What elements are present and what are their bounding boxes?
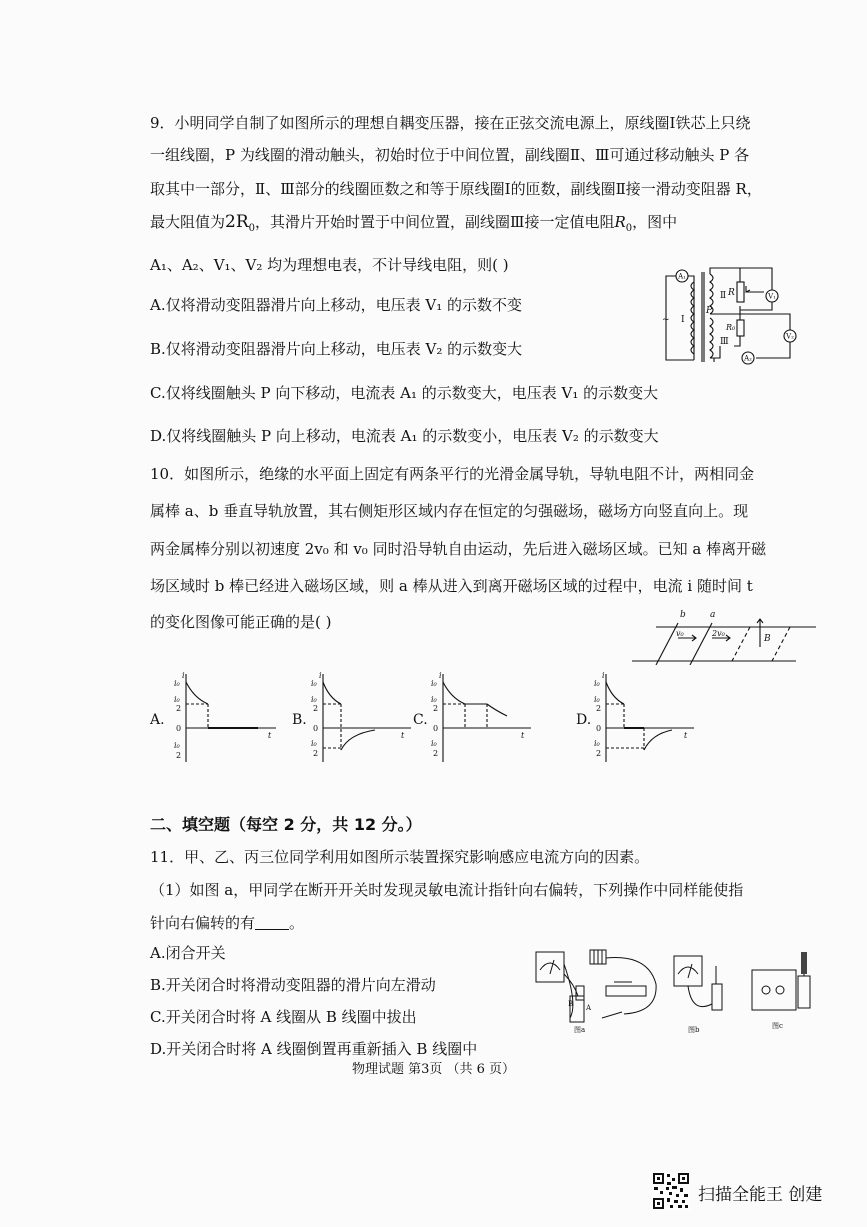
watermark-text: 扫描全能王 创建 — [698, 1185, 823, 1205]
q9-line2: 一组线圈，P 为线圈的滑动触头，初始时位于中间位置，副线圈Ⅱ、Ⅲ可通过移动触头 P 各 — [150, 146, 750, 164]
answer-blank — [255, 915, 289, 930]
svg-text:i₀: i₀ — [594, 679, 600, 688]
svg-text:i: i — [602, 671, 605, 680]
svg-text:2: 2 — [596, 749, 602, 758]
ammeter-a2-label: A₂ — [744, 354, 752, 363]
q11-option-d: D.开关闭合时将 A 线圈倒置再重新插入 B 线圈中 — [150, 1040, 478, 1058]
q10-graph-a — [168, 670, 280, 766]
q9-line3: 取其中一部分，Ⅱ、Ⅲ部分的线圈匝数之和等于原线圈Ⅰ的匝数，副线圈Ⅱ接一滑动变阻器 R， — [150, 180, 762, 198]
q9-option-b: B.仅将滑动变阻器滑片向上移动，电压表 V₂ 的示数变大 — [150, 340, 523, 358]
ammeter-a1-label: A₁ — [678, 272, 686, 281]
q11-option-b: B.开关闭合时将滑动变阻器的滑片向左滑动 — [150, 976, 436, 994]
q9-line5: A₁、A₂、V₁、V₂ 均为理想电表，不计导线电阻，则( ) — [150, 256, 509, 274]
svg-text:2: 2 — [313, 749, 319, 758]
resistor-r0-label: R₀ — [726, 323, 736, 332]
q10-graph-label-c: C. — [413, 712, 428, 728]
figure-c-caption: 图c — [772, 1022, 783, 1030]
qr-code-icon — [652, 1172, 690, 1210]
q10-graph-label-b: B. — [292, 712, 307, 728]
svg-text:i₀: i₀ — [431, 695, 437, 704]
q10-line5: 的变化图像可能正确的是( ) — [150, 613, 332, 631]
svg-text:0: 0 — [313, 724, 319, 733]
coil-3-label: Ⅲ — [720, 337, 729, 347]
magnet-icon — [801, 952, 807, 974]
q10-line2: 属棒 a、b 垂直导轨放置，其右侧矩形区域内存在恒定的匀强磁场，磁场方向竖直向上。现 — [150, 502, 749, 520]
svg-text:i₀: i₀ — [174, 741, 180, 750]
figure-a-caption: 图a — [574, 1026, 586, 1034]
ac-source-label: ~ — [662, 315, 670, 325]
svg-text:t: t — [521, 731, 525, 740]
contact-p-label: P — [706, 306, 713, 316]
q10-line1: 10．如图所示，绝缘的水平面上固定有两条平行的光滑金属导轨，导轨电阻不计，两相同金 — [150, 465, 755, 483]
rod-b-label: b — [680, 610, 686, 620]
q11-line2: （1）如图 a，甲同学在断开开关时发现灵敏电流计指针向右偏转，下列操作中同样能使指 — [150, 881, 744, 899]
svg-text:t: t — [401, 731, 405, 740]
q10-line4: 场区域时 b 棒已经进入磁场区域，则 a 棒从进入到离开磁场区域的过程中，电流 i 随时间 t — [150, 577, 753, 595]
section-2-title: 二、填空题（每空 2 分，共 12 分。） — [150, 815, 422, 834]
q11-line1: 11．甲、乙、丙三位同学利用如图所示装置探究影响感应电流方向的因素。 — [150, 848, 650, 866]
svg-text:i: i — [439, 671, 442, 680]
q10-rails-figure — [630, 605, 820, 665]
svg-text:2: 2 — [596, 704, 602, 713]
svg-text:i₀: i₀ — [431, 679, 437, 688]
q9-option-a: A.仅将滑动变阻器滑片向上移动，电压表 V₁ 的示数不变 — [150, 296, 522, 314]
coil-2-label: Ⅱ — [720, 291, 727, 301]
svg-text:0: 0 — [596, 724, 602, 733]
svg-text:i: i — [319, 671, 322, 680]
q10-line3: 两金属棒分别以初速度 2v₀ 和 v₀ 同时沿导轨自由运动，先后进入磁场区域。已知 a 棒离开磁 — [150, 540, 767, 558]
svg-text:i₀: i₀ — [311, 679, 317, 688]
svg-text:i₀: i₀ — [311, 739, 317, 748]
q11-option-c: C.开关闭合时将 A 线圈从 B 线圈中拔出 — [150, 1008, 417, 1026]
svg-text:i₀: i₀ — [174, 679, 180, 688]
q11-option-a: A.闭合开关 — [150, 944, 226, 962]
svg-text:2: 2 — [433, 704, 439, 713]
svg-text:B: B — [568, 1000, 574, 1008]
q9-option-c: C.仅将线圈触头 P 向下移动，电流表 A₁ 的示数变大，电压表 V₁ 的示数变大 — [150, 384, 659, 402]
svg-text:2: 2 — [176, 704, 182, 713]
figure-b-caption: 图b — [688, 1026, 700, 1034]
svg-text:t: t — [268, 731, 272, 740]
svg-text:i₀: i₀ — [594, 739, 600, 748]
magnetic-field-label: B — [764, 634, 771, 644]
svg-text:2: 2 — [313, 704, 319, 713]
rod-a-label: a — [710, 610, 716, 620]
svg-text:2: 2 — [433, 749, 439, 758]
q10-graph-label-d: D. — [576, 712, 592, 728]
svg-text:0: 0 — [176, 724, 182, 733]
voltmeter-v2-label: V₂ — [786, 332, 794, 341]
q10-graph-d — [588, 670, 700, 766]
q10-graph-label-a: A. — [150, 712, 165, 728]
svg-text:A: A — [586, 1004, 592, 1012]
q10-graph-c — [425, 670, 537, 766]
q9-option-d: D.仅将线圈触头 P 向上移动，电流表 A₁ 的示数变小，电压表 V₂ 的示数变大 — [150, 427, 659, 445]
q11-line3: 针向右偏转的有 。 — [150, 914, 305, 932]
svg-text:2: 2 — [176, 751, 182, 760]
velocity-v0-label: v₀ — [676, 629, 684, 638]
q11-apparatus-figures — [528, 944, 818, 1034]
q9-line4: 最大阻值为$2R_0$，其滑片开始时置于中间位置，副线圈Ⅲ接一定值电阻$R_0$，图中 — [150, 212, 678, 234]
svg-text:i₀: i₀ — [431, 739, 437, 748]
q10-graph-b — [305, 670, 417, 766]
svg-text:0: 0 — [433, 724, 439, 733]
page-footer: 物理试题 第3页 （共 6 页） — [351, 1062, 516, 1077]
coil-1-label: Ⅰ — [681, 315, 685, 325]
svg-text:i₀: i₀ — [311, 695, 317, 704]
svg-text:t: t — [684, 731, 688, 740]
resistor-r-label: R — [728, 288, 735, 298]
q9-line1: 9．小明同学自制了如图所示的理想自耦变压器，接在正弦交流电源上，原线圈Ⅰ铁芯上只绕 — [150, 114, 751, 132]
svg-text:i₀: i₀ — [174, 695, 180, 704]
svg-text:i: i — [182, 671, 185, 680]
velocity-2v0-label: 2v₀ — [712, 629, 725, 638]
svg-text:i₀: i₀ — [594, 695, 600, 704]
voltmeter-v1-label: V₁ — [768, 292, 776, 301]
q9-transformer-circuit — [660, 262, 800, 367]
